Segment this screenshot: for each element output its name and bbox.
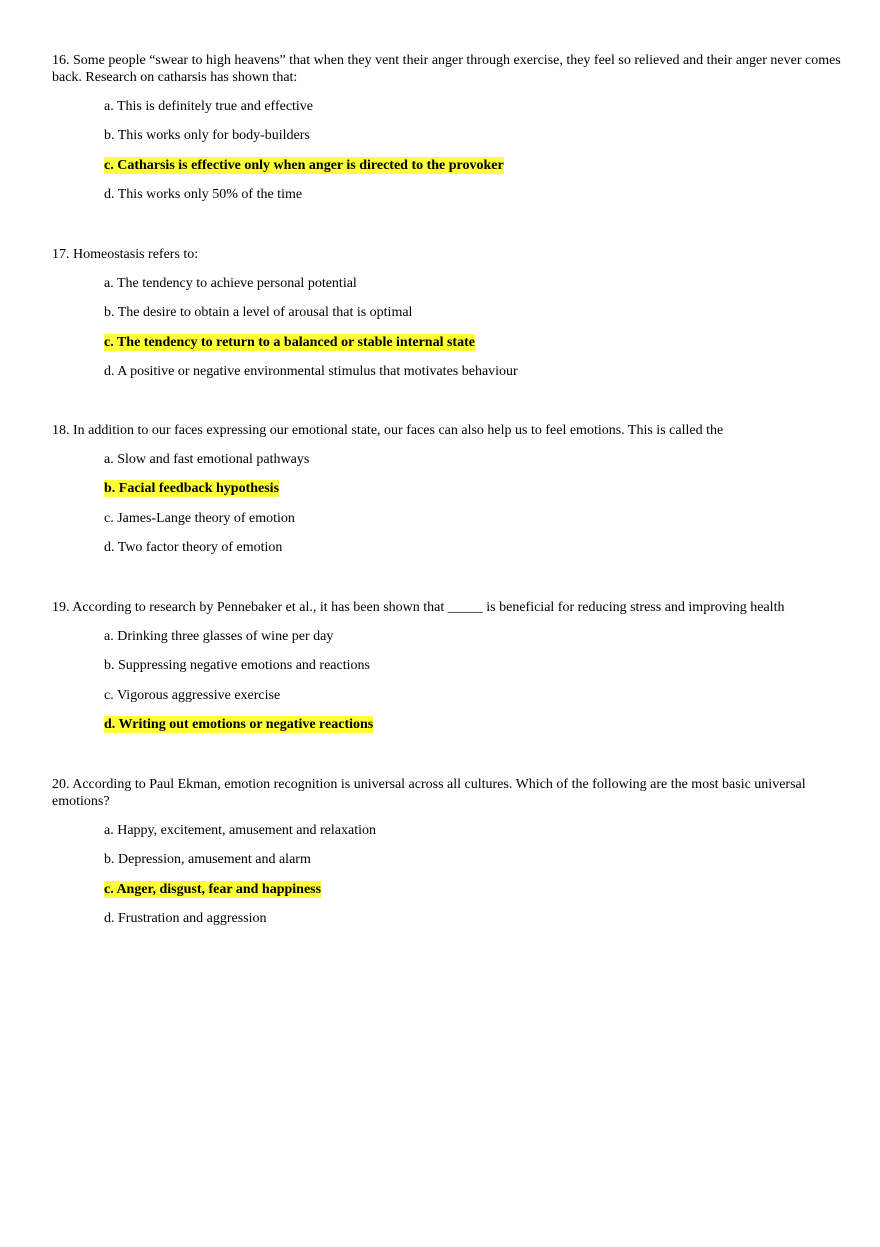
answer-options [104, 275, 842, 381]
question-stem: 19. According to research by Pennebaker et al., it has been shown that _____ is beneficial for reducing stress and improving health [52, 600, 785, 615]
answer-option-b [104, 851, 842, 868]
answer-option-text: a. The tendency to achieve personal potential [104, 275, 357, 291]
question-stem: 18. In addition to our faces expressing our emotional state, our faces can also help us to feel emotions. This is called the [52, 423, 724, 438]
answer-option-text: d. A positive or negative environmental stimulus that motivates behaviour [104, 364, 518, 379]
answer-option-d [104, 539, 842, 556]
answer-option-text: a. Slow and fast emotional pathways [104, 451, 310, 467]
answer-option-text: b. This works only for body-builders [104, 128, 310, 143]
answer-option-a [104, 451, 842, 468]
highlighted-answer-text: c. The tendency to return to a balanced or stable internal state [104, 334, 475, 350]
answer-option-a [104, 822, 842, 839]
answer-options [104, 822, 842, 928]
answer-option-d-correct [104, 716, 842, 733]
answer-option-d [104, 186, 842, 203]
highlighted-answer-text: c. Catharsis is effective only when anger is directed to the provoker [104, 157, 504, 173]
answer-option-text: c. James-Lange theory of emotion [104, 510, 295, 526]
question-stem: 16. Some people “swear to high heavens” that when they vent their anger through exercise, they feel so relieved and their anger never comes back. Research on catharsis has shown that: [52, 53, 841, 85]
answer-option-a [104, 275, 842, 292]
question-18 [52, 422, 842, 556]
answer-option-text: c. Vigorous aggressive exercise [104, 687, 281, 703]
answer-option-c-correct [104, 334, 842, 351]
answer-option-text: a. Happy, excitement, amusement and relaxation [104, 822, 376, 838]
answer-options [104, 98, 842, 204]
highlighted-answer-text: d. Writing out emotions or negative reactions [104, 717, 374, 732]
answer-option-text: b. Suppressing negative emotions and reactions [104, 658, 370, 673]
highlighted-answer-text: b. Facial feedback hypothesis [104, 481, 280, 496]
question-16 [52, 52, 842, 203]
answer-option-text: b. The desire to obtain a level of arousal that is optimal [104, 305, 413, 320]
answer-option-text: d. Two factor theory of emotion [104, 540, 283, 555]
answer-option-a [104, 628, 842, 645]
answer-option-c-correct [104, 881, 842, 898]
answer-option-d [104, 363, 842, 380]
answer-option-b [104, 304, 842, 321]
answer-options [104, 451, 842, 557]
question-stem: 17. Homeostasis refers to: [52, 247, 199, 262]
question-19 [52, 599, 842, 733]
answer-option-c [104, 510, 842, 527]
answer-option-b [104, 657, 842, 674]
answer-option-c [104, 687, 842, 704]
answer-option-b-correct [104, 480, 842, 497]
answer-option-d [104, 910, 842, 927]
answer-option-text: b. Depression, amusement and alarm [104, 852, 311, 867]
answer-option-a [104, 98, 842, 115]
answer-option-text: a. Drinking three glasses of wine per day [104, 628, 334, 644]
question-stem: 20. According to Paul Ekman, emotion recognition is universal across all cultures. Which of the following are the most basic universal emotions? [52, 777, 806, 809]
answer-option-c-correct [104, 157, 842, 174]
answer-option-text: a. This is definitely true and effective [104, 98, 314, 114]
question-20 [52, 776, 842, 927]
answer-options [104, 628, 842, 734]
answer-option-text: d. Frustration and aggression [104, 911, 267, 926]
question-17 [52, 246, 842, 380]
answer-option-text: d. This works only 50% of the time [104, 187, 303, 202]
answer-option-b [104, 127, 842, 144]
highlighted-answer-text: c. Anger, disgust, fear and happiness [104, 881, 322, 897]
